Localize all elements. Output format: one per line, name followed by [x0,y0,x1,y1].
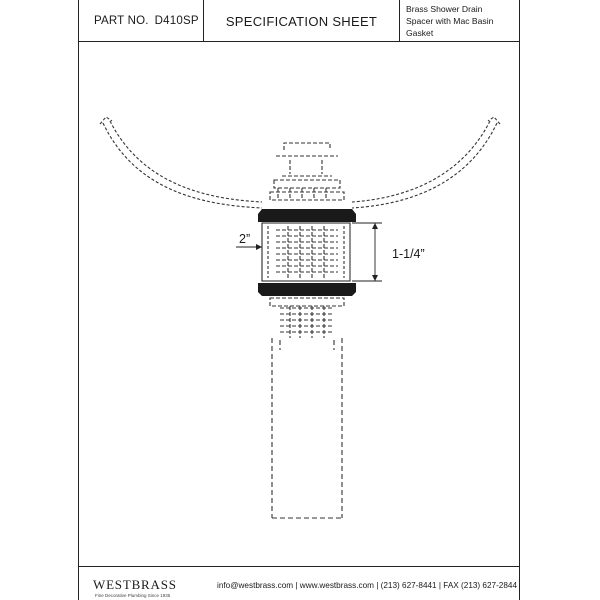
part-number-label: PART NO. [94,15,149,27]
upper-gasket [258,209,356,222]
diameter-label: 2” [239,232,251,246]
description-line-1: Brass Shower Drain [406,4,483,14]
description-line-2: Spacer with Mac Basin Gasket [406,16,494,38]
brand-tagline: Fine Decorative Plumbing Since 1935 [95,593,171,598]
brand-logo: WESTBRASS [93,577,177,592]
part-number-value: D410SP [154,15,199,27]
height-label: 1-1/4” [392,247,425,261]
spacer-body [262,223,350,281]
lower-nut [270,298,344,338]
sheet-title: SPECIFICATION SHEET [225,13,378,29]
height-dimension [352,223,382,281]
basin-outline [100,117,500,208]
lower-gasket [258,283,356,296]
footer-divider [78,566,520,567]
tailpiece [272,338,342,518]
contact-info: info@westbrass.com | www.westbrass.com | (213) 627-8441 | FAX (213) 627-2844 [217,581,518,590]
strainer-top [270,143,344,200]
